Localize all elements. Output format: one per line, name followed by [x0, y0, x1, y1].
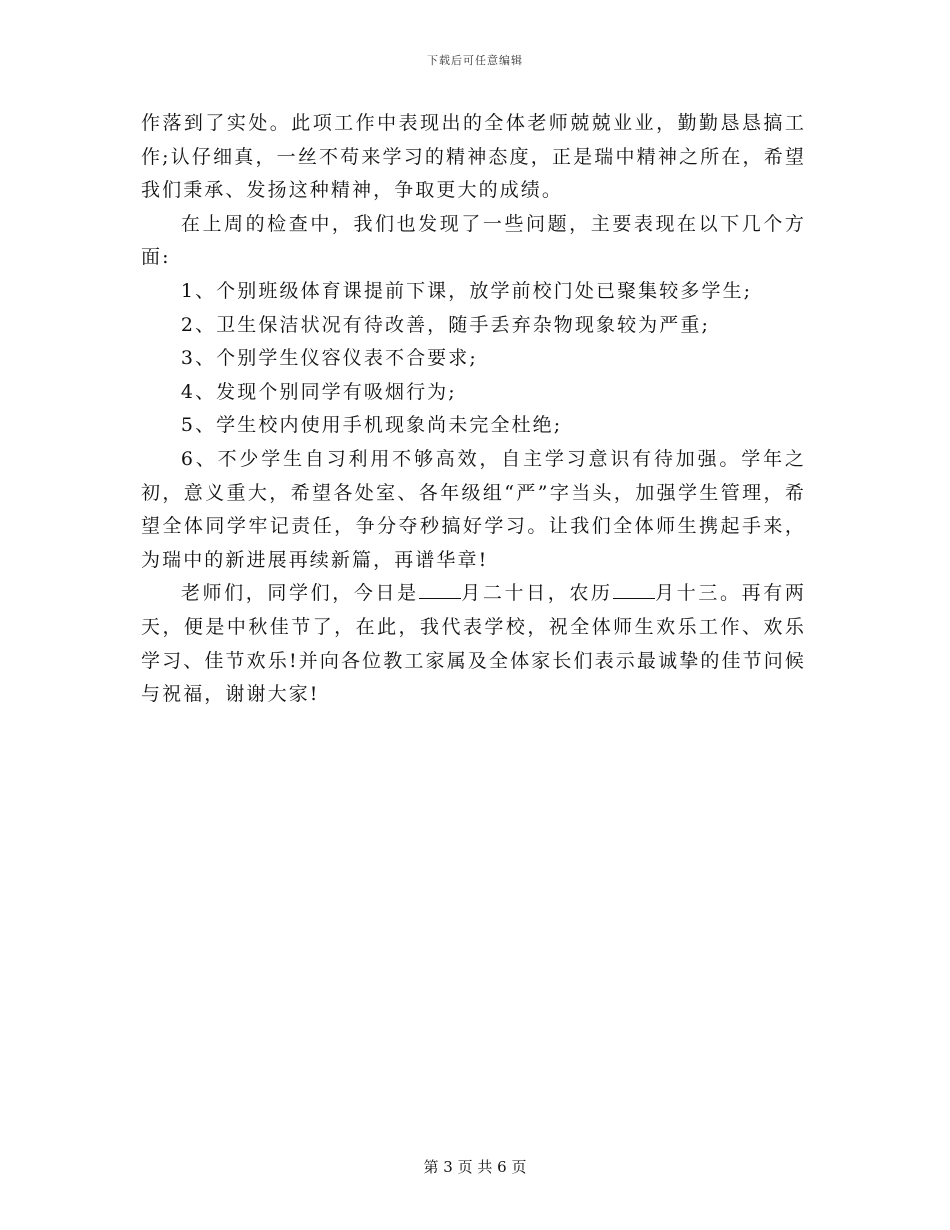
document-body: [141, 107, 806, 712]
lunar-month-blank: [613, 580, 655, 599]
closing-text-part1: 老师们，同学们，今日是: [180, 582, 419, 605]
list-item-4: 4、发现个别同学有吸烟行为;: [180, 380, 457, 403]
paragraph-closing: [141, 577, 806, 711]
list-item-6: 6、不少学生自习利用不够高效，自主学习意识有待加强。学年之初，意义重大，希望各处室、各年级组“严”字当头，加强学生管理，希望全体同学牢记责任，争分夺秒搞好学习。让我们全体师生携起手来，为瑞中的新进展再续新篇，再谱华章!: [141, 447, 806, 571]
closing-text-part2: 月二十日，农历: [460, 582, 613, 605]
page-number-footer: 第 3 页 共 6 页: [423, 1158, 527, 1176]
paragraph-issues-intro: 在上周的检查中，我们也发现了一些问题，主要表现在以下几个方面:: [141, 212, 806, 269]
list-item-1: 1、个别班级体育课提前下课，放学前校门处已聚集较多学生;: [180, 279, 753, 302]
closing-text-part3: 月十三。再有两天，便是中秋佳节了，在此，我代表学校，祝全体师生欢乐工作、欢乐学习、佳节欢乐!并向各位教工家属及全体家长们表示最诚挚的佳节问候与祝福，谢谢大家!: [141, 582, 807, 706]
paragraph-continuation: 作落到了实处。此项工作中表现出的全体老师兢兢业业，勤勤恳恳搞工作;认仔细真，一丝不苟来学习的精神态度，正是瑞中精神之所在，希望我们秉承、发扬这种精神，争取更大的成绩。: [141, 112, 806, 202]
list-item-5: 5、学生校内使用手机现象尚未完全杜绝;: [180, 414, 563, 437]
date-month-blank: [419, 580, 461, 599]
list-item-3: 3、个别学生仪容仪表不合要求;: [180, 347, 478, 370]
list-item-2: 2、卫生保洁状况有待改善，随手丢弃杂物现象较为严重;: [180, 313, 710, 336]
page-header: 下载后可任意编辑: [427, 54, 523, 67]
